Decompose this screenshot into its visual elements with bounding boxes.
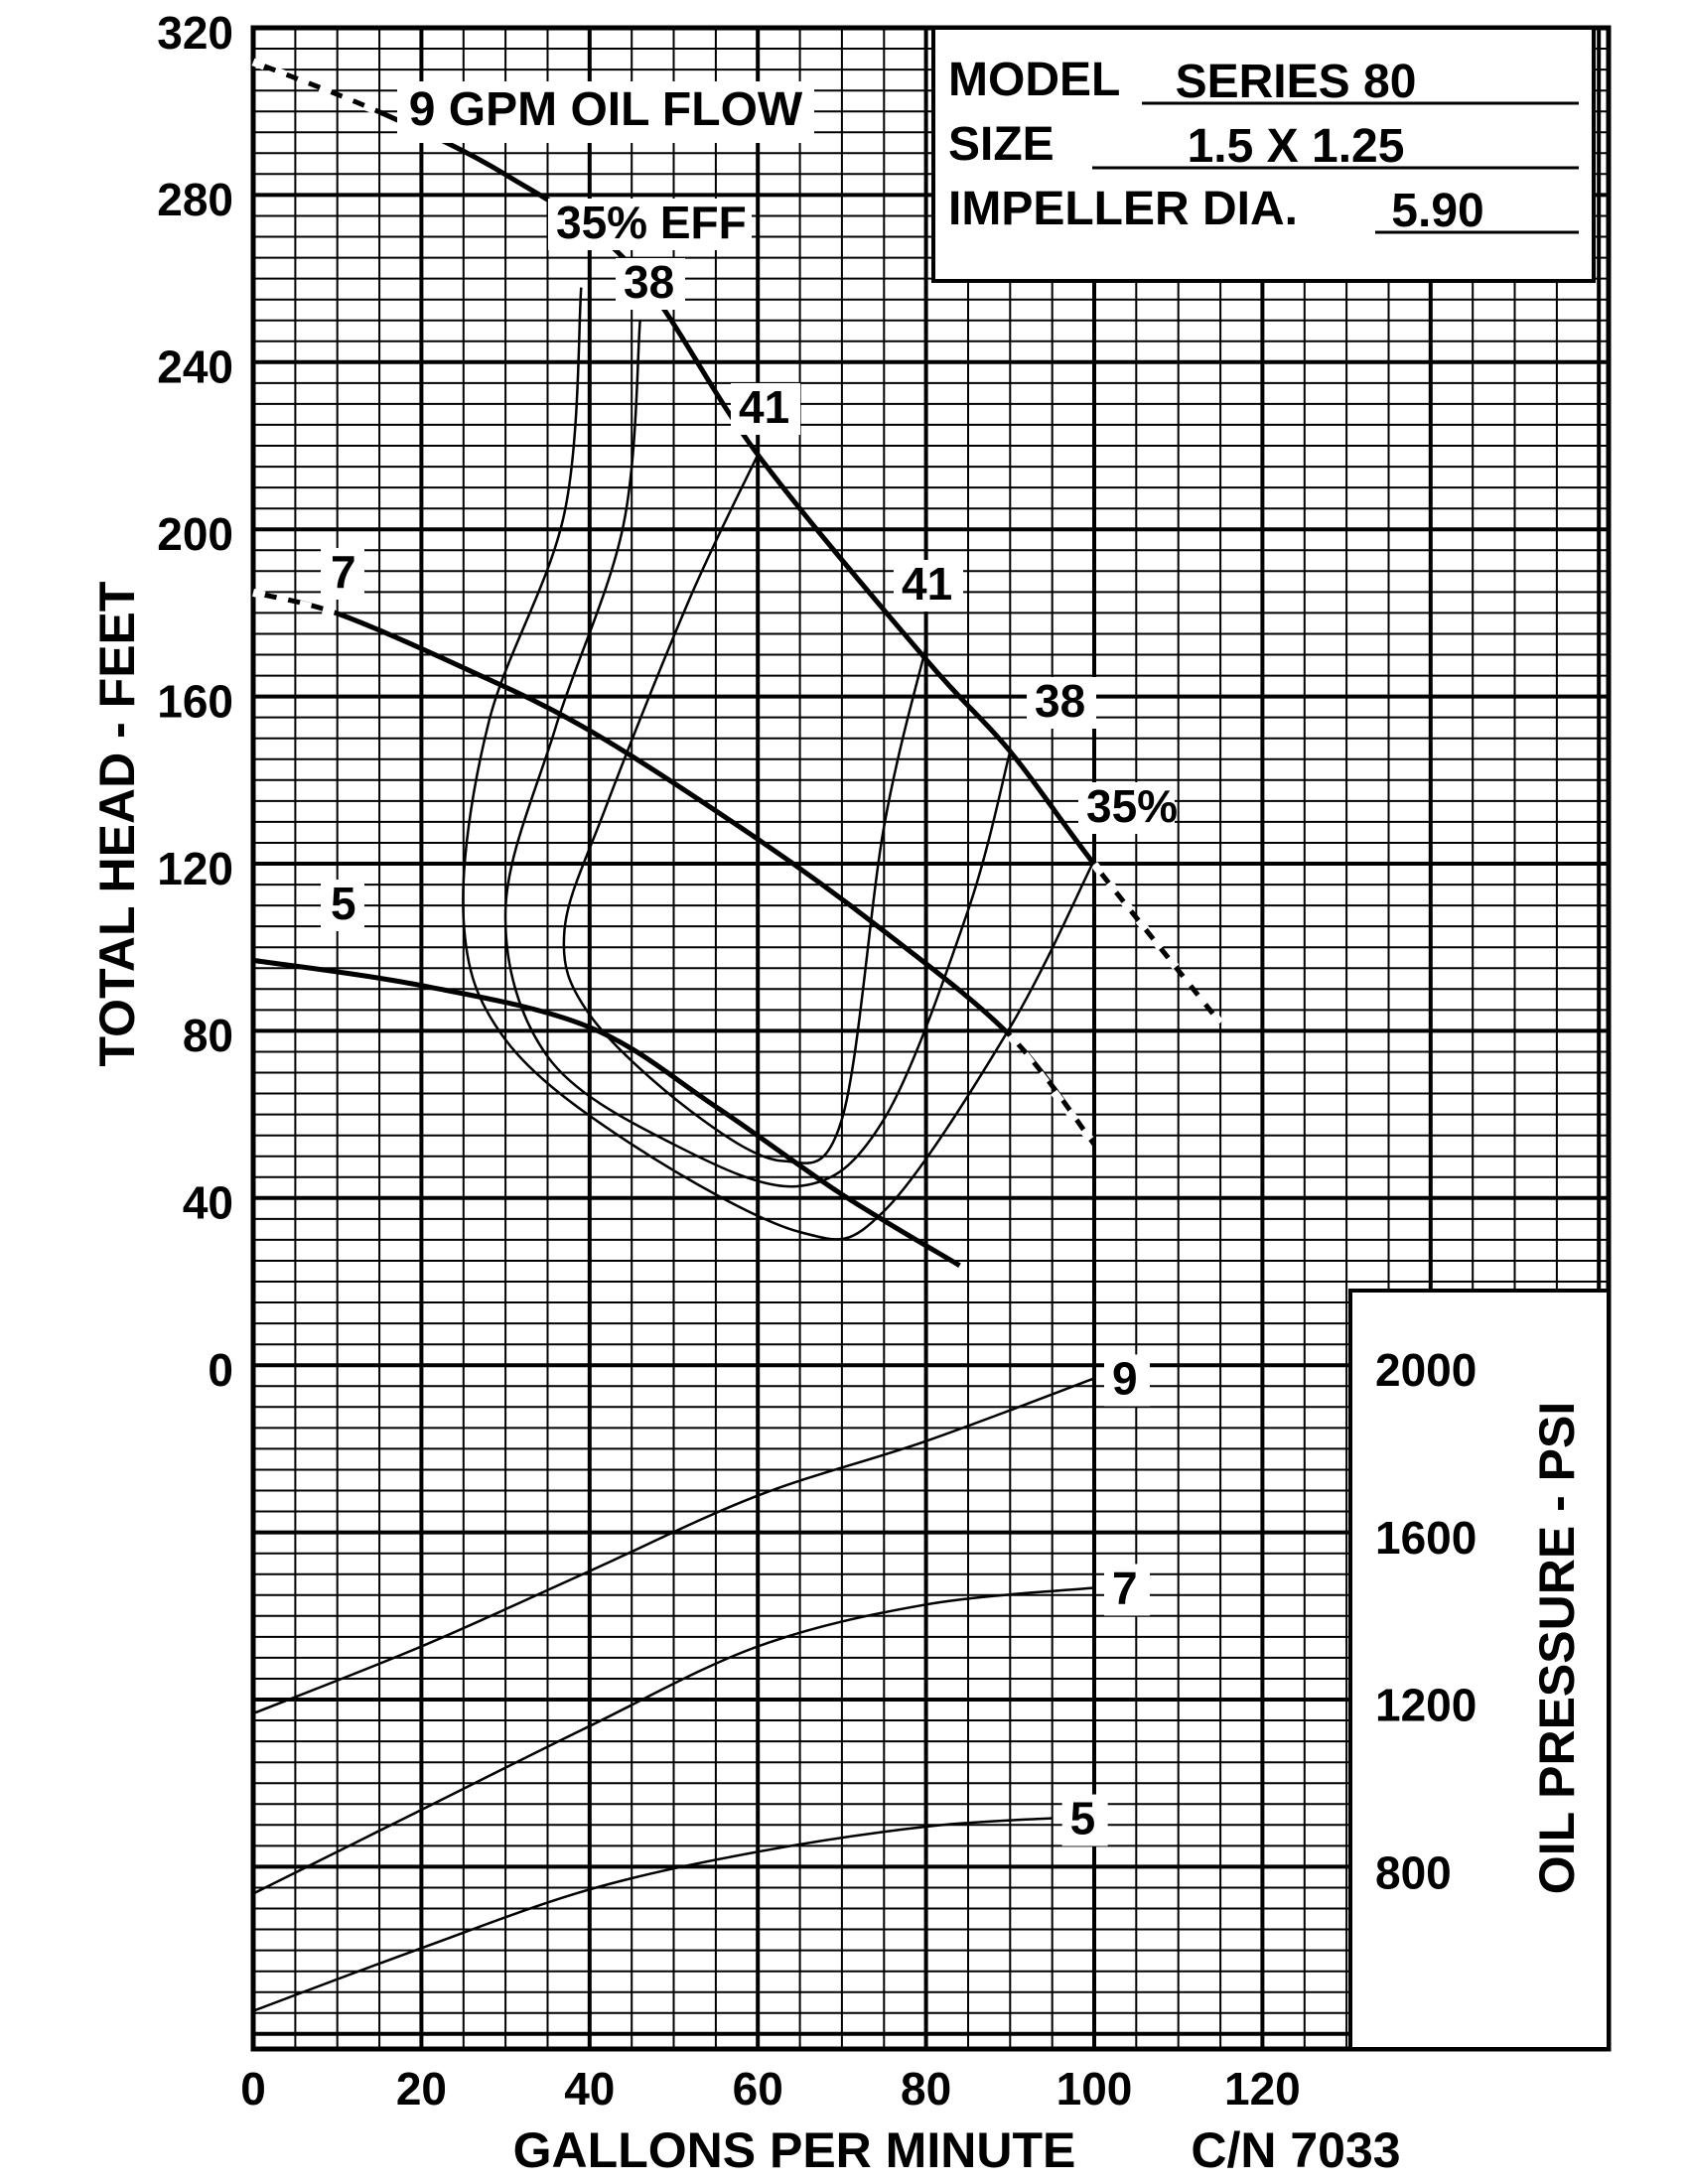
y-left-tick-label: 280 (157, 174, 233, 226)
x-tick-label: 100 (1055, 2063, 1133, 2115)
efficiency-label: 35% (1086, 780, 1179, 832)
spec-value: 5.90 (1391, 185, 1484, 237)
y-left-tick-label: 200 (157, 508, 233, 560)
pressure-curve-label: 5 (1069, 1792, 1096, 1844)
oil-flow-annotation: 9 GPM OIL FLOW (408, 83, 803, 136)
pressure-curve-label: 9 (1112, 1352, 1138, 1405)
spec-value: SERIES 80 (1175, 56, 1417, 108)
spec-label: MODEL (948, 54, 1121, 106)
head-label: 7 (331, 546, 356, 598)
efficiency-label: 38 (624, 256, 675, 308)
y-right-tick-label: 1200 (1375, 1679, 1477, 1731)
y-left-tick-label: 80 (182, 1010, 233, 1062)
head-label: 5 (331, 878, 356, 929)
y-left-axis-title: TOTAL HEAD - FEET (89, 581, 145, 1067)
x-tick-label: 120 (1224, 2063, 1301, 2115)
spec-label: IMPELLER DIA. (948, 183, 1299, 235)
x-axis-title: GALLONS PER MINUTE (512, 2122, 1076, 2178)
y-right-tick-label: 1600 (1375, 1511, 1477, 1564)
y-right-axis-title: OIL PRESSURE - PSI (1529, 1401, 1585, 1895)
y-right-tick-label: 800 (1375, 1846, 1452, 1899)
x-tick-label: 40 (564, 2063, 616, 2115)
y-left-tick-label: 0 (208, 1344, 233, 1396)
efficiency-label: 41 (739, 381, 790, 433)
y-left-tick-label: 240 (157, 341, 233, 393)
x-tick-label: 0 (240, 2063, 266, 2115)
x-tick-label: 60 (732, 2063, 783, 2115)
y-left-tick-label: 40 (182, 1176, 233, 1229)
drawing-number: C/N 7033 (1191, 2122, 1401, 2178)
pressure-curve-label: 7 (1112, 1562, 1138, 1614)
y-left-tick-label: 320 (157, 6, 233, 59)
spec-label: SIZE (948, 118, 1055, 171)
efficiency-label: 35% EFF (556, 197, 747, 248)
spec-value: 1.5 X 1.25 (1187, 120, 1405, 173)
y-left-tick-label: 160 (157, 675, 233, 728)
y-left-tick-label: 120 (157, 842, 233, 894)
efficiency-label: 41 (902, 558, 953, 610)
x-tick-label: 20 (395, 2063, 447, 2115)
x-tick-label: 80 (901, 2063, 952, 2115)
y-right-tick-label: 2000 (1375, 1344, 1477, 1396)
efficiency-label: 38 (1035, 675, 1086, 727)
